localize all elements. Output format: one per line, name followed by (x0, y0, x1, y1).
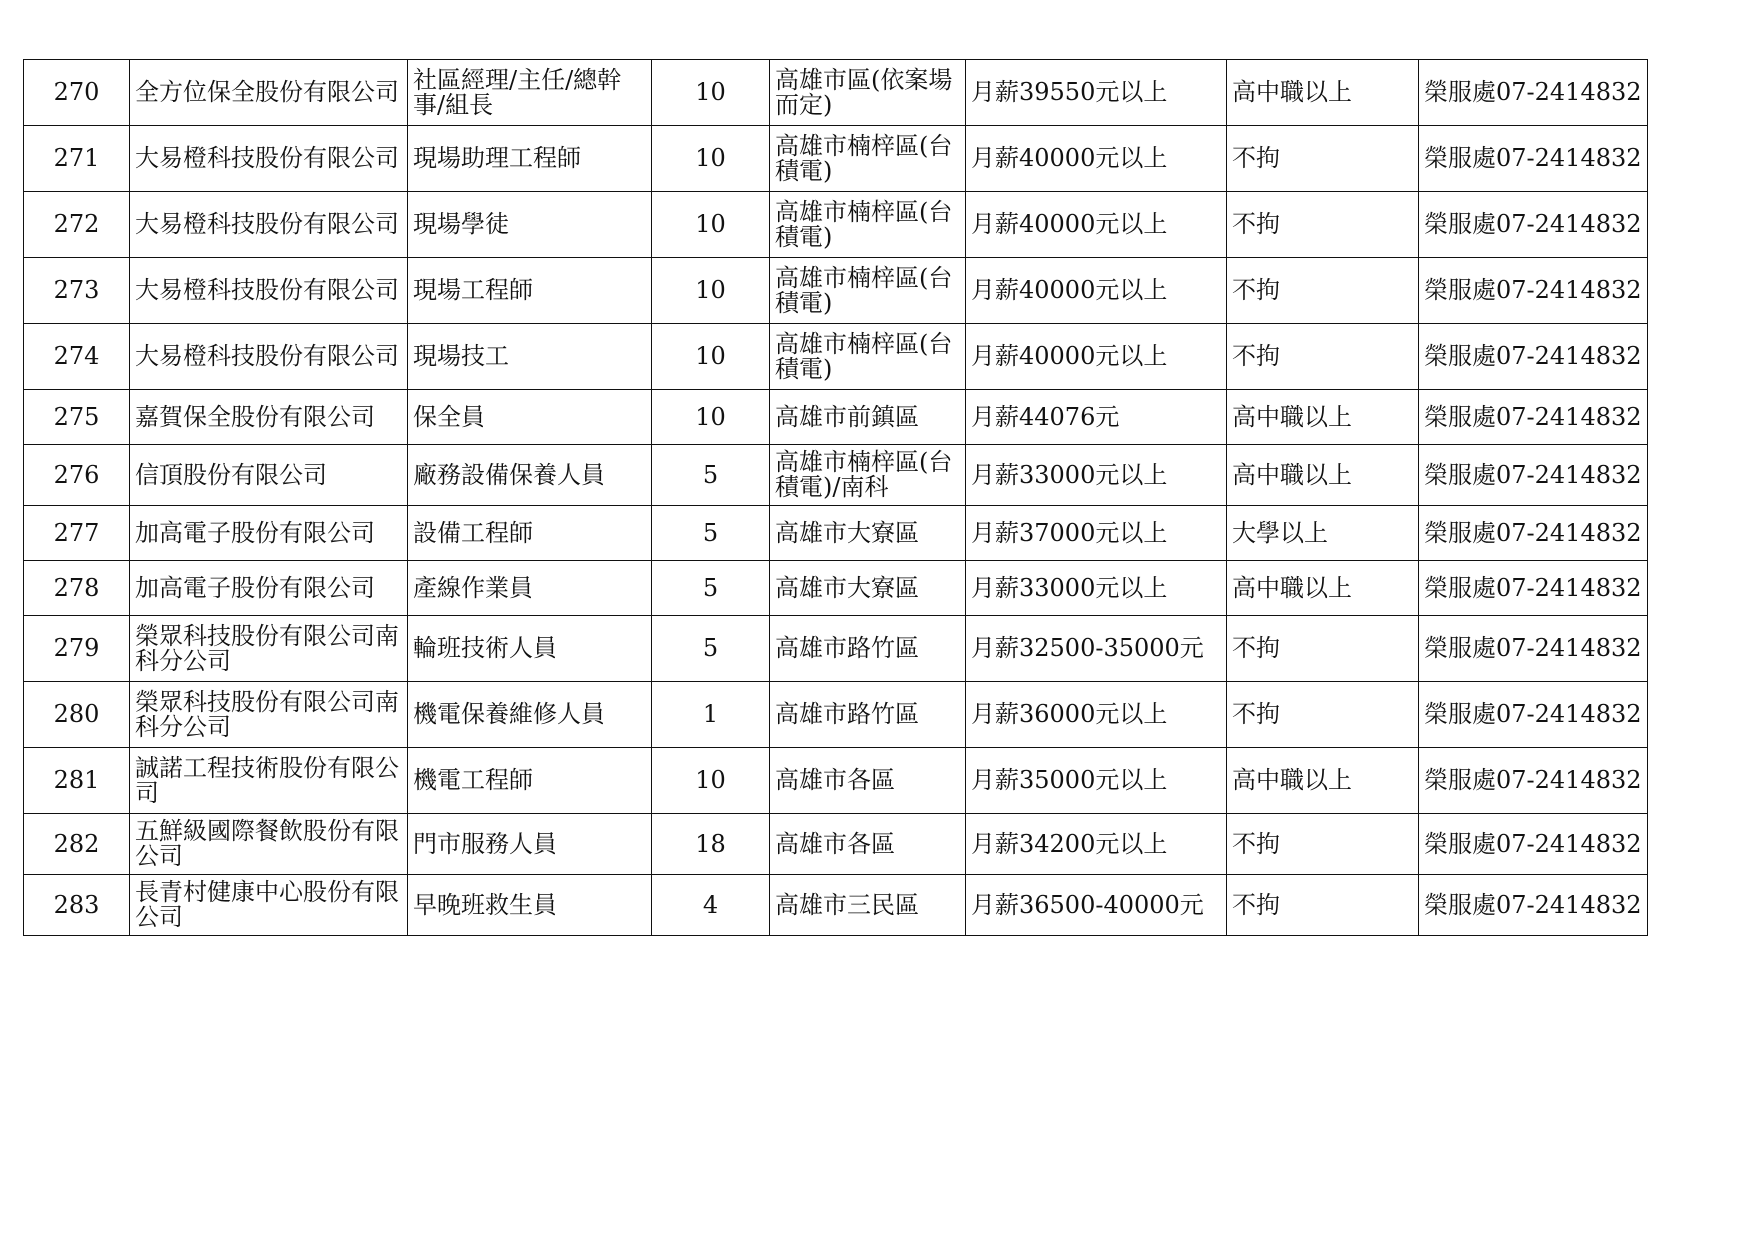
work-location: 高雄市楠梓區(台積電) (770, 126, 966, 192)
openings-count: 10 (652, 126, 770, 192)
table-row (24, 682, 1648, 748)
row-number: 274 (24, 324, 130, 390)
job-listing-table (23, 59, 1648, 936)
row-number: 272 (24, 192, 130, 258)
work-location: 高雄市三民區 (770, 875, 966, 936)
openings-count: 5 (652, 616, 770, 682)
company-name: 大易橙科技股份有限公司 (130, 258, 408, 324)
job-title: 現場助理工程師 (408, 126, 652, 192)
company-name: 加高電子股份有限公司 (130, 506, 408, 561)
salary: 月薪39550元以上 (966, 60, 1227, 126)
openings-count: 4 (652, 875, 770, 936)
work-location: 高雄市楠梓區(台積電) (770, 258, 966, 324)
contact-info: 榮服處07-2414832 (1419, 561, 1648, 616)
contact-info: 榮服處07-2414832 (1419, 682, 1648, 748)
job-title: 機電保養維修人員 (408, 682, 652, 748)
education-requirement: 不拘 (1227, 616, 1419, 682)
education-requirement: 不拘 (1227, 682, 1419, 748)
job-title: 早晚班救生員 (408, 875, 652, 936)
table-row (24, 616, 1648, 682)
row-number: 273 (24, 258, 130, 324)
openings-count: 5 (652, 506, 770, 561)
openings-count: 10 (652, 60, 770, 126)
table-row (24, 748, 1648, 814)
job-title: 設備工程師 (408, 506, 652, 561)
row-number: 279 (24, 616, 130, 682)
table-row (24, 60, 1648, 126)
company-name: 加高電子股份有限公司 (130, 561, 408, 616)
salary: 月薪40000元以上 (966, 258, 1227, 324)
work-location: 高雄市楠梓區(台積電)/南科 (770, 445, 966, 506)
openings-count: 1 (652, 682, 770, 748)
job-title: 門市服務人員 (408, 814, 652, 875)
table-row (24, 561, 1648, 616)
row-number: 270 (24, 60, 130, 126)
contact-info: 榮服處07-2414832 (1419, 748, 1648, 814)
salary: 月薪44076元 (966, 390, 1227, 445)
job-title: 輪班技術人員 (408, 616, 652, 682)
job-title: 保全員 (408, 390, 652, 445)
table-row (24, 390, 1648, 445)
education-requirement: 不拘 (1227, 126, 1419, 192)
salary: 月薪32500-35000元 (966, 616, 1227, 682)
contact-info: 榮服處07-2414832 (1419, 258, 1648, 324)
contact-info: 榮服處07-2414832 (1419, 875, 1648, 936)
work-location: 高雄市各區 (770, 748, 966, 814)
contact-info: 榮服處07-2414832 (1419, 390, 1648, 445)
row-number: 280 (24, 682, 130, 748)
company-name: 全方位保全股份有限公司 (130, 60, 408, 126)
work-location: 高雄市大寮區 (770, 561, 966, 616)
company-name: 大易橙科技股份有限公司 (130, 192, 408, 258)
contact-info: 榮服處07-2414832 (1419, 126, 1648, 192)
education-requirement: 不拘 (1227, 875, 1419, 936)
work-location: 高雄市區(依案場而定) (770, 60, 966, 126)
table-row (24, 324, 1648, 390)
education-requirement: 高中職以上 (1227, 561, 1419, 616)
work-location: 高雄市大寮區 (770, 506, 966, 561)
contact-info: 榮服處07-2414832 (1419, 445, 1648, 506)
job-title: 現場技工 (408, 324, 652, 390)
education-requirement: 不拘 (1227, 192, 1419, 258)
education-requirement: 高中職以上 (1227, 60, 1419, 126)
company-name: 榮眾科技股份有限公司南科分公司 (130, 682, 408, 748)
education-requirement: 不拘 (1227, 324, 1419, 390)
table-row (24, 258, 1648, 324)
education-requirement: 高中職以上 (1227, 445, 1419, 506)
salary: 月薪33000元以上 (966, 445, 1227, 506)
salary: 月薪35000元以上 (966, 748, 1227, 814)
education-requirement: 高中職以上 (1227, 748, 1419, 814)
company-name: 長青村健康中心股份有限公司 (130, 875, 408, 936)
table-row (24, 126, 1648, 192)
openings-count: 18 (652, 814, 770, 875)
table-row (24, 506, 1648, 561)
education-requirement: 高中職以上 (1227, 390, 1419, 445)
row-number: 283 (24, 875, 130, 936)
contact-info: 榮服處07-2414832 (1419, 60, 1648, 126)
education-requirement: 不拘 (1227, 258, 1419, 324)
row-number: 271 (24, 126, 130, 192)
openings-count: 10 (652, 324, 770, 390)
company-name: 大易橙科技股份有限公司 (130, 126, 408, 192)
table-body (24, 60, 1648, 936)
company-name: 信頂股份有限公司 (130, 445, 408, 506)
row-number: 277 (24, 506, 130, 561)
row-number: 275 (24, 390, 130, 445)
salary: 月薪40000元以上 (966, 126, 1227, 192)
company-name: 榮眾科技股份有限公司南科分公司 (130, 616, 408, 682)
education-requirement: 大學以上 (1227, 506, 1419, 561)
contact-info: 榮服處07-2414832 (1419, 506, 1648, 561)
salary: 月薪40000元以上 (966, 192, 1227, 258)
row-number: 278 (24, 561, 130, 616)
work-location: 高雄市前鎮區 (770, 390, 966, 445)
company-name: 五鮮級國際餐飲股份有限公司 (130, 814, 408, 875)
job-title: 社區經理/主任/總幹事/組長 (408, 60, 652, 126)
salary: 月薪37000元以上 (966, 506, 1227, 561)
openings-count: 5 (652, 561, 770, 616)
row-number: 281 (24, 748, 130, 814)
work-location: 高雄市路竹區 (770, 682, 966, 748)
job-title: 現場學徒 (408, 192, 652, 258)
contact-info: 榮服處07-2414832 (1419, 324, 1648, 390)
company-name: 誠諾工程技術股份有限公司 (130, 748, 408, 814)
company-name: 大易橙科技股份有限公司 (130, 324, 408, 390)
education-requirement: 不拘 (1227, 814, 1419, 875)
row-number: 276 (24, 445, 130, 506)
openings-count: 10 (652, 258, 770, 324)
salary: 月薪36000元以上 (966, 682, 1227, 748)
job-title: 現場工程師 (408, 258, 652, 324)
salary: 月薪34200元以上 (966, 814, 1227, 875)
work-location: 高雄市楠梓區(台積電) (770, 324, 966, 390)
contact-info: 榮服處07-2414832 (1419, 192, 1648, 258)
job-title: 產線作業員 (408, 561, 652, 616)
salary: 月薪33000元以上 (966, 561, 1227, 616)
contact-info: 榮服處07-2414832 (1419, 616, 1648, 682)
openings-count: 10 (652, 192, 770, 258)
work-location: 高雄市楠梓區(台積電) (770, 192, 966, 258)
table-row (24, 814, 1648, 875)
job-title: 廠務設備保養人員 (408, 445, 652, 506)
openings-count: 10 (652, 748, 770, 814)
work-location: 高雄市各區 (770, 814, 966, 875)
job-title: 機電工程師 (408, 748, 652, 814)
table-row (24, 192, 1648, 258)
contact-info: 榮服處07-2414832 (1419, 814, 1648, 875)
table-row (24, 875, 1648, 936)
openings-count: 5 (652, 445, 770, 506)
openings-count: 10 (652, 390, 770, 445)
salary: 月薪40000元以上 (966, 324, 1227, 390)
work-location: 高雄市路竹區 (770, 616, 966, 682)
salary: 月薪36500-40000元 (966, 875, 1227, 936)
row-number: 282 (24, 814, 130, 875)
company-name: 嘉賀保全股份有限公司 (130, 390, 408, 445)
table-row (24, 445, 1648, 506)
